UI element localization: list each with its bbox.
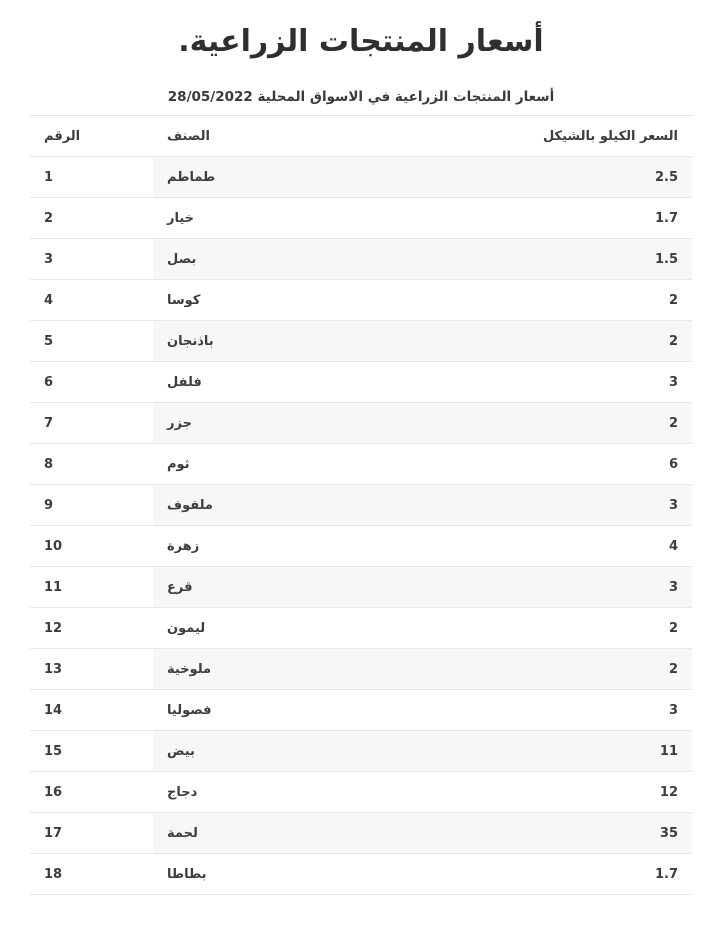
cell-price: 3: [341, 362, 692, 403]
column-header-item: الصنف: [153, 116, 341, 157]
document-page: [0, 22, 722, 933]
cell-price: 1.5: [341, 239, 692, 280]
table-row: [30, 567, 692, 608]
cell-price: 35: [341, 813, 692, 854]
table-row: [30, 772, 692, 813]
cell-number: 6: [30, 362, 153, 403]
cell-item: لحمة: [153, 813, 341, 854]
table-header: [30, 116, 692, 157]
cell-item: قرع: [153, 567, 341, 608]
column-header-number: الرقم: [30, 116, 153, 157]
cell-item: جزر: [153, 403, 341, 444]
cell-item: ملفوف: [153, 485, 341, 526]
price-table: [30, 116, 692, 895]
cell-price: 2: [341, 321, 692, 362]
cell-number: 4: [30, 280, 153, 321]
cell-price: 3: [341, 690, 692, 731]
cell-item: فصوليا: [153, 690, 341, 731]
column-header-price: السعر الكيلو بالشيكل: [341, 116, 692, 157]
cell-price: 2: [341, 403, 692, 444]
cell-number: 7: [30, 403, 153, 444]
cell-number: 13: [30, 649, 153, 690]
table-row: [30, 362, 692, 403]
cell-number: 8: [30, 444, 153, 485]
cell-number: 16: [30, 772, 153, 813]
cell-price: 3: [341, 567, 692, 608]
cell-item: دجاج: [153, 772, 341, 813]
cell-item: بصل: [153, 239, 341, 280]
table-row: [30, 649, 692, 690]
cell-item: باذنجان: [153, 321, 341, 362]
cell-item: ثوم: [153, 444, 341, 485]
cell-price: 11: [341, 731, 692, 772]
cell-price: 2: [341, 280, 692, 321]
table-row: [30, 854, 692, 895]
cell-number: 5: [30, 321, 153, 362]
table-row: [30, 608, 692, 649]
cell-number: 17: [30, 813, 153, 854]
table-row: [30, 444, 692, 485]
table-row: [30, 731, 692, 772]
cell-number: 10: [30, 526, 153, 567]
table-row: [30, 403, 692, 444]
table-body: [30, 157, 692, 895]
cell-price: 2: [341, 608, 692, 649]
page-title: أسعار المنتجات الزراعية.: [178, 24, 544, 59]
table-row: [30, 485, 692, 526]
price-table-container: [30, 115, 692, 895]
cell-item: بيض: [153, 731, 341, 772]
cell-price: 1.7: [341, 854, 692, 895]
table-header-row: [30, 116, 692, 157]
cell-number: 2: [30, 198, 153, 239]
table-row: [30, 813, 692, 854]
cell-price: 2: [341, 649, 692, 690]
cell-number: 9: [30, 485, 153, 526]
cell-number: 18: [30, 854, 153, 895]
cell-item: بطاطا: [153, 854, 341, 895]
cell-number: 15: [30, 731, 153, 772]
cell-item: طماطم: [153, 157, 341, 198]
cell-number: 12: [30, 608, 153, 649]
cell-item: ليمون: [153, 608, 341, 649]
table-row: [30, 526, 692, 567]
cell-price: 2.5: [341, 157, 692, 198]
cell-number: 14: [30, 690, 153, 731]
cell-number: 11: [30, 567, 153, 608]
cell-item: فلفل: [153, 362, 341, 403]
cell-price: 1.7: [341, 198, 692, 239]
table-row: [30, 321, 692, 362]
table-row: [30, 198, 692, 239]
cell-number: 3: [30, 239, 153, 280]
table-row: [30, 239, 692, 280]
table-caption: أسعار المنتجات الزراعية في الاسواق المحلية 28/05/2022: [167, 89, 555, 105]
table-row: [30, 157, 692, 198]
table-row: [30, 690, 692, 731]
cell-price: 6: [341, 444, 692, 485]
table-row: [30, 280, 692, 321]
cell-item: خيار: [153, 198, 341, 239]
cell-item: كوسا: [153, 280, 341, 321]
cell-item: ملوخية: [153, 649, 341, 690]
cell-number: 1: [30, 157, 153, 198]
cell-price: 3: [341, 485, 692, 526]
cell-item: زهرة: [153, 526, 341, 567]
cell-price: 4: [341, 526, 692, 567]
cell-price: 12: [341, 772, 692, 813]
